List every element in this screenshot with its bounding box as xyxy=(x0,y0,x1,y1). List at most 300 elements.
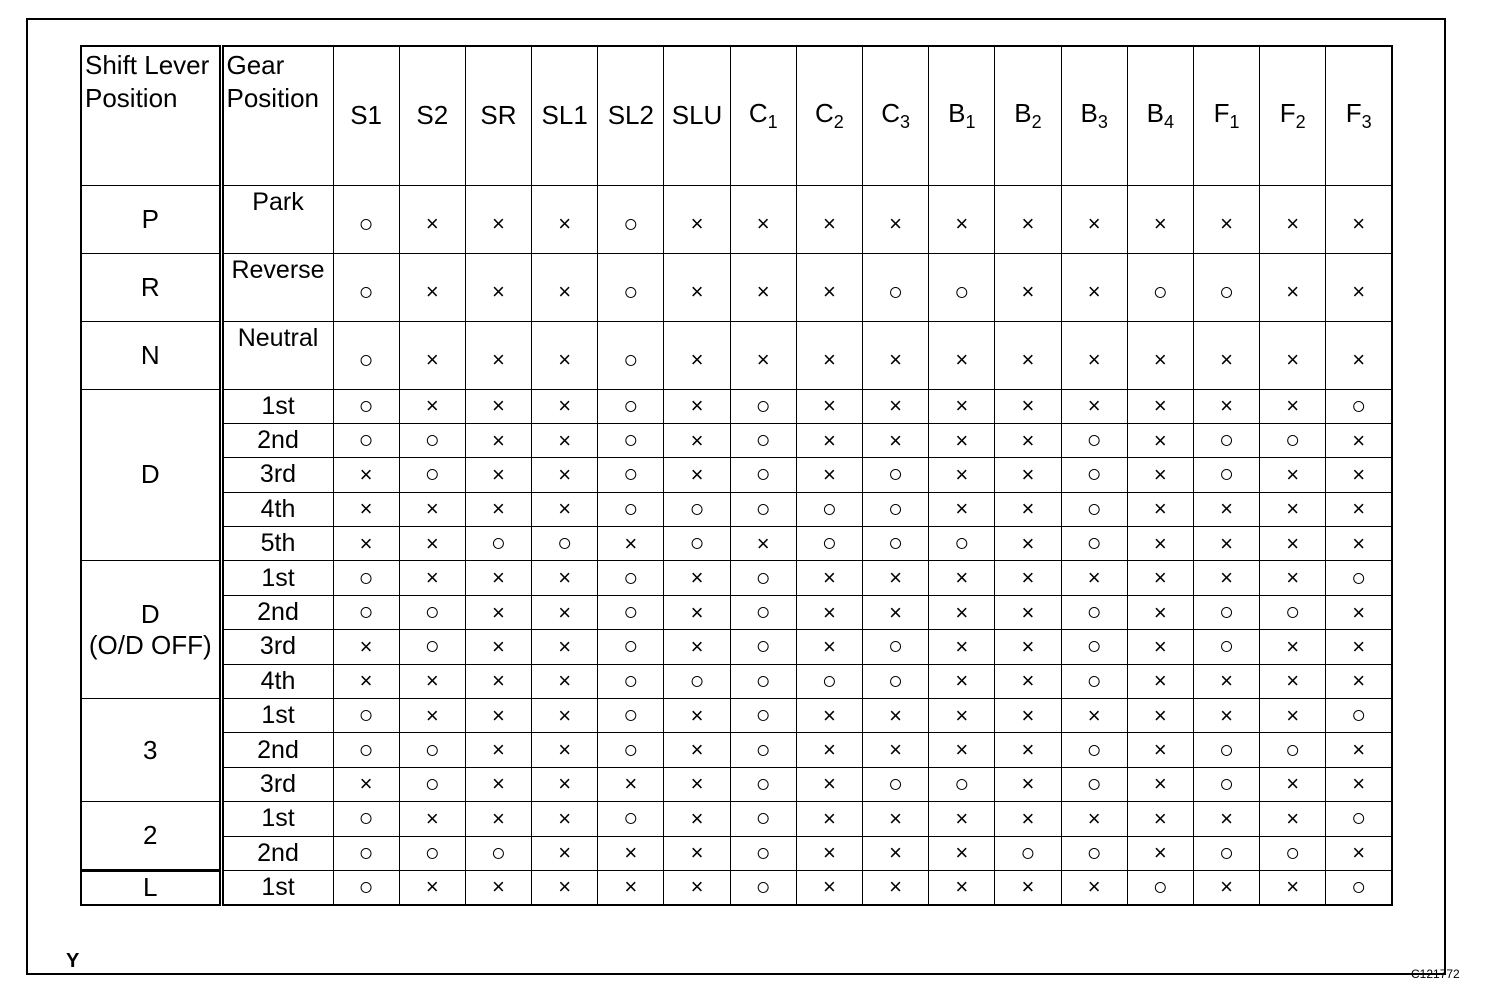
header-column-subscript: 2 xyxy=(1295,112,1306,133)
disengaged-mark: × xyxy=(1127,630,1193,664)
disengaged-mark: × xyxy=(333,492,399,526)
disengaged-mark: × xyxy=(995,492,1061,526)
disengaged-mark: × xyxy=(664,185,730,253)
disengaged-mark: × xyxy=(1061,561,1127,595)
figure-code: C121772 xyxy=(1411,967,1460,981)
header-column-subscript: 3 xyxy=(1097,112,1108,133)
disengaged-mark: × xyxy=(1326,733,1392,767)
engaged-mark: ○ xyxy=(863,253,929,321)
engaged-mark: ○ xyxy=(1326,389,1392,423)
disengaged-mark: × xyxy=(1127,836,1193,870)
header-column-label: B xyxy=(1080,98,1098,129)
disengaged-mark: × xyxy=(1061,699,1127,733)
header-column-label: F xyxy=(1345,98,1362,129)
disengaged-mark: × xyxy=(796,836,862,870)
gear-position-cell: 2nd xyxy=(221,595,333,629)
disengaged-mark: × xyxy=(1061,253,1127,321)
disengaged-mark: × xyxy=(1260,321,1326,389)
disengaged-mark: × xyxy=(1260,527,1326,561)
disengaged-mark: × xyxy=(863,595,929,629)
disengaged-mark: × xyxy=(664,595,730,629)
disengaged-mark: × xyxy=(995,595,1061,629)
disengaged-mark: × xyxy=(664,836,730,870)
gear-position-cell: 1st xyxy=(221,561,333,595)
engaged-mark: ○ xyxy=(664,664,730,698)
engaged-mark: ○ xyxy=(1127,870,1193,904)
disengaged-mark: × xyxy=(796,561,862,595)
gear-position-cell: 1st xyxy=(221,802,333,836)
disengaged-mark: × xyxy=(465,595,531,629)
engaged-mark: ○ xyxy=(863,664,929,698)
disengaged-mark: × xyxy=(1061,870,1127,904)
header-column-label: F xyxy=(1213,98,1230,129)
engaged-mark: ○ xyxy=(333,321,399,389)
engaged-mark: ○ xyxy=(929,767,995,801)
disengaged-mark: × xyxy=(929,664,995,698)
shift-lever-position-cell xyxy=(81,699,221,802)
engaged-mark: ○ xyxy=(598,802,664,836)
engaged-mark: ○ xyxy=(333,699,399,733)
disengaged-mark: × xyxy=(1127,767,1193,801)
disengaged-mark: × xyxy=(664,630,730,664)
disengaged-mark: × xyxy=(995,185,1061,253)
header-column-label: SR xyxy=(480,100,517,131)
engaged-mark: ○ xyxy=(863,527,929,561)
disengaged-mark: × xyxy=(532,664,598,698)
engaged-mark: ○ xyxy=(796,527,862,561)
disengaged-mark: × xyxy=(730,253,796,321)
disengaged-mark: × xyxy=(399,870,465,904)
gear-position-cell: 4th xyxy=(221,492,333,526)
engaged-mark: ○ xyxy=(598,492,664,526)
header-column xyxy=(333,46,399,185)
engaged-mark: ○ xyxy=(664,527,730,561)
disengaged-mark: × xyxy=(664,561,730,595)
disengaged-mark: × xyxy=(664,423,730,457)
disengaged-mark: × xyxy=(929,561,995,595)
disengaged-mark: × xyxy=(1127,664,1193,698)
disengaged-mark: × xyxy=(863,321,929,389)
header-column-label: SL1 xyxy=(541,100,588,131)
engaged-mark: ○ xyxy=(1061,836,1127,870)
header-column xyxy=(465,46,531,185)
disengaged-mark: × xyxy=(532,836,598,870)
disengaged-mark: × xyxy=(995,423,1061,457)
disengaged-mark: × xyxy=(1127,492,1193,526)
header-column-subscript: 2 xyxy=(833,112,844,133)
shift-lever-position-text: D xyxy=(140,459,160,490)
disengaged-mark: × xyxy=(929,802,995,836)
disengaged-mark: × xyxy=(399,561,465,595)
header-column-subscript: 1 xyxy=(965,112,976,133)
header-column xyxy=(532,46,598,185)
disengaged-mark: × xyxy=(1193,321,1259,389)
engaged-mark: ○ xyxy=(730,664,796,698)
disengaged-mark: × xyxy=(929,630,995,664)
header-column xyxy=(399,46,465,185)
disengaged-mark: × xyxy=(929,733,995,767)
engaged-mark: ○ xyxy=(399,423,465,457)
disengaged-mark: × xyxy=(1260,458,1326,492)
disengaged-mark: × xyxy=(1193,389,1259,423)
disengaged-mark: × xyxy=(1260,870,1326,904)
disengaged-mark: × xyxy=(1127,561,1193,595)
disengaged-mark: × xyxy=(1260,664,1326,698)
shift-lever-position-text: L xyxy=(143,872,158,903)
disengaged-mark: × xyxy=(1260,561,1326,595)
disengaged-mark: × xyxy=(1127,595,1193,629)
disengaged-mark: × xyxy=(532,699,598,733)
disengaged-mark: × xyxy=(465,492,531,526)
disengaged-mark: × xyxy=(730,321,796,389)
disengaged-mark: × xyxy=(664,389,730,423)
disengaged-mark: × xyxy=(1193,699,1259,733)
disengaged-mark: × xyxy=(1193,492,1259,526)
disengaged-mark: × xyxy=(598,870,664,904)
gear-position-cell: 1st xyxy=(221,699,333,733)
disengaged-mark: × xyxy=(796,423,862,457)
engaged-mark: ○ xyxy=(796,492,862,526)
engaged-mark: ○ xyxy=(532,527,598,561)
engaged-mark: ○ xyxy=(1061,527,1127,561)
header-column-label: S2 xyxy=(416,100,449,131)
engaged-mark: ○ xyxy=(333,185,399,253)
header-row xyxy=(81,46,1392,185)
disengaged-mark: × xyxy=(465,389,531,423)
header-column-label: F xyxy=(1279,98,1296,129)
disengaged-mark: × xyxy=(995,802,1061,836)
engaged-mark: ○ xyxy=(465,527,531,561)
disengaged-mark: × xyxy=(863,870,929,904)
disengaged-mark: × xyxy=(1193,870,1259,904)
engaged-mark: ○ xyxy=(598,423,664,457)
engaged-mark: ○ xyxy=(1127,253,1193,321)
disengaged-mark: × xyxy=(1260,492,1326,526)
engaged-mark: ○ xyxy=(598,253,664,321)
disengaged-mark: × xyxy=(399,802,465,836)
disengaged-mark: × xyxy=(664,699,730,733)
header-column-subscript: 3 xyxy=(1361,112,1372,133)
disengaged-mark: × xyxy=(664,253,730,321)
disengaged-mark: × xyxy=(796,733,862,767)
disengaged-mark: × xyxy=(1326,630,1392,664)
header-shift-lever-position: Shift Lever Position xyxy=(81,46,221,185)
engaged-mark: ○ xyxy=(598,458,664,492)
table-row xyxy=(81,321,1392,389)
shift-lever-position-cell xyxy=(81,870,221,904)
engaged-mark: ○ xyxy=(1061,595,1127,629)
engaged-mark: ○ xyxy=(863,492,929,526)
header-column-label: C xyxy=(748,98,768,129)
disengaged-mark: × xyxy=(995,870,1061,904)
engaged-mark: ○ xyxy=(730,458,796,492)
shift-lever-position-text: 3 xyxy=(143,734,158,765)
gear-position-cell: Park xyxy=(221,185,333,253)
disengaged-mark: × xyxy=(1127,185,1193,253)
shift-lever-position-cell xyxy=(81,321,221,389)
engaged-mark: ○ xyxy=(730,389,796,423)
table-row xyxy=(81,664,1392,698)
disengaged-mark: × xyxy=(1326,321,1392,389)
engaged-mark: ○ xyxy=(598,733,664,767)
disengaged-mark: × xyxy=(465,870,531,904)
engaged-mark: ○ xyxy=(1061,423,1127,457)
engaged-mark: ○ xyxy=(399,767,465,801)
disengaged-mark: × xyxy=(796,253,862,321)
engaged-mark: ○ xyxy=(1193,733,1259,767)
engaged-mark: ○ xyxy=(333,389,399,423)
engaged-mark: ○ xyxy=(333,253,399,321)
disengaged-mark: × xyxy=(333,527,399,561)
engaged-mark: ○ xyxy=(1326,699,1392,733)
gear-position-cell: 3rd xyxy=(221,458,333,492)
shift-lever-position-text: D xyxy=(140,598,160,629)
gear-position-cell: 5th xyxy=(221,527,333,561)
engaged-mark: ○ xyxy=(598,630,664,664)
disengaged-mark: × xyxy=(1061,185,1127,253)
disengaged-mark: × xyxy=(995,389,1061,423)
engaged-mark: ○ xyxy=(995,836,1061,870)
engaged-mark: ○ xyxy=(1193,836,1259,870)
header-column xyxy=(664,46,730,185)
gear-position-cell: 3rd xyxy=(221,630,333,664)
table-row xyxy=(81,423,1392,457)
disengaged-mark: × xyxy=(796,185,862,253)
disengaged-mark: × xyxy=(465,767,531,801)
disengaged-mark: × xyxy=(1326,253,1392,321)
engaged-mark: ○ xyxy=(730,630,796,664)
table-row xyxy=(81,492,1392,526)
engaged-mark: ○ xyxy=(1193,253,1259,321)
disengaged-mark: × xyxy=(995,253,1061,321)
engaged-mark: ○ xyxy=(730,767,796,801)
disengaged-mark: × xyxy=(995,699,1061,733)
disengaged-mark: × xyxy=(399,185,465,253)
engaged-mark: ○ xyxy=(863,630,929,664)
disengaged-mark: × xyxy=(532,253,598,321)
table-row xyxy=(81,630,1392,664)
gear-position-cell: 4th xyxy=(221,664,333,698)
disengaged-mark: × xyxy=(995,321,1061,389)
disengaged-mark: × xyxy=(1193,802,1259,836)
disengaged-mark: × xyxy=(1061,321,1127,389)
disengaged-mark: × xyxy=(465,664,531,698)
disengaged-mark: × xyxy=(863,185,929,253)
engaged-mark: ○ xyxy=(399,630,465,664)
engaged-mark: ○ xyxy=(1193,595,1259,629)
disengaged-mark: × xyxy=(796,630,862,664)
engaged-mark: ○ xyxy=(1260,733,1326,767)
header-column-label: B xyxy=(1014,98,1032,129)
shift-lever-position-cell xyxy=(81,389,221,561)
disengaged-mark: × xyxy=(532,185,598,253)
engaged-mark: ○ xyxy=(598,699,664,733)
disengaged-mark: × xyxy=(664,321,730,389)
disengaged-mark: × xyxy=(532,802,598,836)
table-row xyxy=(81,699,1392,733)
header-gear-position: Gear Position xyxy=(221,46,333,185)
disengaged-mark: × xyxy=(333,458,399,492)
disengaged-mark: × xyxy=(1193,561,1259,595)
engaged-mark: ○ xyxy=(333,595,399,629)
header-column xyxy=(929,46,995,185)
table-row xyxy=(81,870,1392,904)
engaged-mark: ○ xyxy=(598,389,664,423)
gear-position-cell: 2nd xyxy=(221,733,333,767)
table-row xyxy=(81,836,1392,870)
disengaged-mark: × xyxy=(796,389,862,423)
engaged-mark: ○ xyxy=(598,321,664,389)
engaged-mark: ○ xyxy=(1061,733,1127,767)
disengaged-mark: × xyxy=(1127,458,1193,492)
disengaged-mark: × xyxy=(465,458,531,492)
engaged-mark: ○ xyxy=(664,492,730,526)
engaged-mark: ○ xyxy=(730,561,796,595)
engaged-mark: ○ xyxy=(1260,423,1326,457)
disengaged-mark: × xyxy=(1127,733,1193,767)
disengaged-mark: × xyxy=(929,699,995,733)
header-column-label: B xyxy=(948,98,966,129)
disengaged-mark: × xyxy=(333,630,399,664)
disengaged-mark: × xyxy=(1326,527,1392,561)
gear-position-cell: Reverse xyxy=(221,253,333,321)
engaged-mark: ○ xyxy=(1061,492,1127,526)
disengaged-mark: × xyxy=(863,836,929,870)
table-row xyxy=(81,802,1392,836)
shift-lever-position-cell xyxy=(81,253,221,321)
gear-position-cell: 2nd xyxy=(221,836,333,870)
gear-position-cell: 2nd xyxy=(221,423,333,457)
header-column xyxy=(730,46,796,185)
disengaged-mark: × xyxy=(730,527,796,561)
disengaged-mark: × xyxy=(1326,185,1392,253)
gear-position-cell: 1st xyxy=(221,389,333,423)
disengaged-mark: × xyxy=(796,870,862,904)
shift-lever-position-text: (O/D OFF) xyxy=(88,629,212,660)
disengaged-mark: × xyxy=(598,767,664,801)
engaged-mark: ○ xyxy=(598,561,664,595)
disengaged-mark: × xyxy=(796,699,862,733)
engaged-mark: ○ xyxy=(333,733,399,767)
disengaged-mark: × xyxy=(399,664,465,698)
disengaged-mark: × xyxy=(1127,527,1193,561)
header-column xyxy=(1260,46,1326,185)
header-column xyxy=(598,46,664,185)
disengaged-mark: × xyxy=(465,253,531,321)
disengaged-mark: × xyxy=(1193,185,1259,253)
disengaged-mark: × xyxy=(1193,664,1259,698)
header-column xyxy=(796,46,862,185)
table-row xyxy=(81,527,1392,561)
disengaged-mark: × xyxy=(1260,630,1326,664)
disengaged-mark: × xyxy=(399,389,465,423)
table-row xyxy=(81,767,1392,801)
disengaged-mark: × xyxy=(863,423,929,457)
header-column-subscript: 3 xyxy=(899,112,910,133)
disengaged-mark: × xyxy=(333,664,399,698)
disengaged-mark: × xyxy=(796,595,862,629)
engaged-mark: ○ xyxy=(730,595,796,629)
disengaged-mark: × xyxy=(532,630,598,664)
engaged-mark: ○ xyxy=(333,836,399,870)
disengaged-mark: × xyxy=(664,767,730,801)
engaged-mark: ○ xyxy=(598,664,664,698)
disengaged-mark: × xyxy=(995,767,1061,801)
disengaged-mark: × xyxy=(532,389,598,423)
disengaged-mark: × xyxy=(863,389,929,423)
engaged-mark: ○ xyxy=(730,870,796,904)
engaged-mark: ○ xyxy=(333,870,399,904)
header-column-label: SLU xyxy=(671,100,723,131)
disengaged-mark: × xyxy=(532,492,598,526)
disengaged-mark: × xyxy=(863,561,929,595)
header-column xyxy=(1326,46,1392,185)
disengaged-mark: × xyxy=(465,185,531,253)
disengaged-mark: × xyxy=(995,733,1061,767)
header-column-label: C xyxy=(815,98,834,129)
disengaged-mark: × xyxy=(995,630,1061,664)
disengaged-mark: × xyxy=(1127,699,1193,733)
disengaged-mark: × xyxy=(664,802,730,836)
header-column-label: C xyxy=(881,98,900,129)
disengaged-mark: × xyxy=(664,870,730,904)
engaged-mark: ○ xyxy=(1061,458,1127,492)
engaged-mark: ○ xyxy=(730,733,796,767)
disengaged-mark: × xyxy=(1326,767,1392,801)
disengaged-mark: × xyxy=(465,630,531,664)
disengaged-mark: × xyxy=(1193,527,1259,561)
disengaged-mark: × xyxy=(863,802,929,836)
engaged-mark: ○ xyxy=(1326,870,1392,904)
disengaged-mark: × xyxy=(863,733,929,767)
header-column xyxy=(1127,46,1193,185)
gear-position-cell: 3rd xyxy=(221,767,333,801)
shift-lever-position-text: R xyxy=(140,271,160,302)
disengaged-mark: × xyxy=(1127,802,1193,836)
disengaged-mark: × xyxy=(598,527,664,561)
header-column xyxy=(995,46,1061,185)
engaged-mark: ○ xyxy=(730,836,796,870)
engaged-mark: ○ xyxy=(730,492,796,526)
engaged-mark: ○ xyxy=(929,527,995,561)
header-column-label: B xyxy=(1146,98,1164,129)
disengaged-mark: × xyxy=(730,185,796,253)
table-row xyxy=(81,561,1392,595)
disengaged-mark: × xyxy=(929,185,995,253)
disengaged-mark: × xyxy=(1260,185,1326,253)
disengaged-mark: × xyxy=(532,458,598,492)
disengaged-mark: × xyxy=(929,321,995,389)
disengaged-mark: × xyxy=(1061,389,1127,423)
engaged-mark: ○ xyxy=(863,458,929,492)
header-column-subscript: 1 xyxy=(1229,112,1240,133)
disengaged-mark: × xyxy=(796,321,862,389)
disengaged-mark: × xyxy=(333,767,399,801)
engaged-mark: ○ xyxy=(333,423,399,457)
engaged-mark: ○ xyxy=(598,185,664,253)
engaged-mark: ○ xyxy=(796,664,862,698)
disengaged-mark: × xyxy=(863,699,929,733)
table-row xyxy=(81,458,1392,492)
disengaged-mark: × xyxy=(465,733,531,767)
header-column-label: S1 xyxy=(350,100,382,131)
disengaged-mark: × xyxy=(929,595,995,629)
engaged-mark: ○ xyxy=(1193,458,1259,492)
disengaged-mark: × xyxy=(664,458,730,492)
header-column xyxy=(863,46,929,185)
engaged-mark: ○ xyxy=(399,595,465,629)
engaged-mark: ○ xyxy=(1193,423,1259,457)
